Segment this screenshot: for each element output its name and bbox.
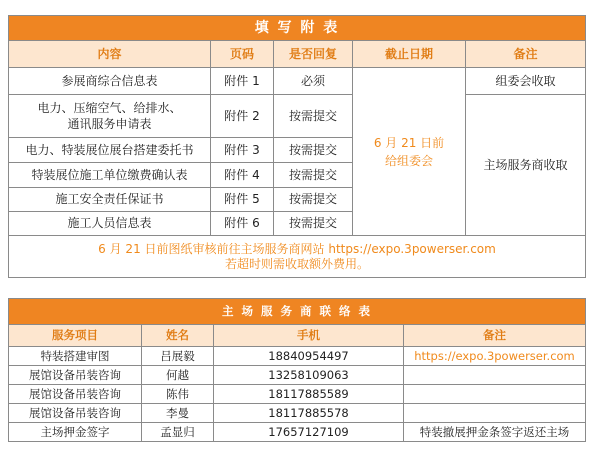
row-page: 附件 1 — [211, 68, 274, 95]
row-content: 特装展位施工单位缴费确认表 — [9, 163, 211, 188]
header-content: 内容 — [9, 41, 211, 68]
row-note: 特装撤展押金条签字返还主场 — [404, 423, 586, 442]
forms-table-title: 填 写 附 表 — [9, 16, 586, 41]
row-note — [404, 385, 586, 404]
row-service: 展馆设备吊装咨询 — [9, 366, 142, 385]
contacts-table-title: 主 场 服 务 商 联 络 表 — [9, 299, 586, 325]
header-service: 服务项目 — [9, 325, 142, 347]
remark-committee: 组委会收取 — [466, 68, 586, 95]
row-page: 附件 4 — [211, 163, 274, 188]
header-remark: 备注 — [466, 41, 586, 68]
row-content-text: 电力、压缩空气、给排水、通讯服务申请表 — [37, 101, 182, 131]
header-phone: 手机 — [214, 325, 404, 347]
table-row — [9, 423, 586, 442]
row-content: 施工安全责任保证书 — [9, 188, 211, 212]
row-phone: 18117885578 — [214, 404, 404, 423]
row-reply: 按需提交 — [274, 138, 353, 163]
row-name: 孟显归 — [142, 423, 214, 442]
table-row — [9, 347, 586, 366]
table-row — [9, 366, 586, 385]
row-note — [404, 404, 586, 423]
contacts-table — [8, 298, 586, 442]
table-row — [9, 95, 586, 138]
row-reply: 按需提交 — [274, 95, 353, 138]
deadline-cell — [353, 68, 466, 236]
deadline-text: 6 月 21 日前给组委会 — [373, 135, 445, 168]
row-name: 吕展毅 — [142, 347, 214, 366]
row-reply: 按需提交 — [274, 212, 353, 236]
row-service: 展馆设备吊装咨询 — [9, 385, 142, 404]
header-deadline: 截止日期 — [353, 41, 466, 68]
row-phone: 18117885589 — [214, 385, 404, 404]
table-row — [9, 385, 586, 404]
row-name: 何越 — [142, 366, 214, 385]
row-service: 主场押金签字 — [9, 423, 142, 442]
row-page: 附件 6 — [211, 212, 274, 236]
row-reply: 按需提交 — [274, 163, 353, 188]
row-content: 参展商综合信息表 — [9, 68, 211, 95]
row-name: 陈伟 — [142, 385, 214, 404]
row-service: 特装搭建审图 — [9, 347, 142, 366]
forms-table — [8, 15, 586, 278]
table-row — [9, 68, 586, 95]
row-page: 附件 3 — [211, 138, 274, 163]
header-reply: 是否回复 — [274, 41, 353, 68]
row-note — [404, 366, 586, 385]
row-content: 施工人员信息表 — [9, 212, 211, 236]
footer-line-2: 若超时则需收取额外费用。 — [224, 256, 369, 271]
table-row — [9, 404, 586, 423]
header-name: 姓名 — [142, 325, 214, 347]
row-content: 电力、特装展位展台搭建委托书 — [9, 138, 211, 163]
header-page: 页码 — [211, 41, 274, 68]
row-phone: 13258109063 — [214, 366, 404, 385]
row-service: 展馆设备吊装咨询 — [9, 404, 142, 423]
row-page: 附件 5 — [211, 188, 274, 212]
row-phone: 17657127109 — [214, 423, 404, 442]
footer-line-1: 6 月 21 日前图纸审核前往主场服务商网站 https://expo.3powerser.com — [98, 241, 496, 256]
remark-service-provider: 主场服务商收取 — [466, 95, 586, 236]
row-page: 附件 2 — [211, 95, 274, 138]
header-note: 备注 — [404, 325, 586, 347]
row-name: 李曼 — [142, 404, 214, 423]
website-link[interactable]: https://expo.3powerser.com — [404, 347, 586, 366]
row-reply: 必须 — [274, 68, 353, 95]
forms-footer-note — [9, 236, 586, 278]
row-phone: 18840954497 — [214, 347, 404, 366]
row-reply: 按需提交 — [274, 188, 353, 212]
row-content — [9, 95, 211, 138]
